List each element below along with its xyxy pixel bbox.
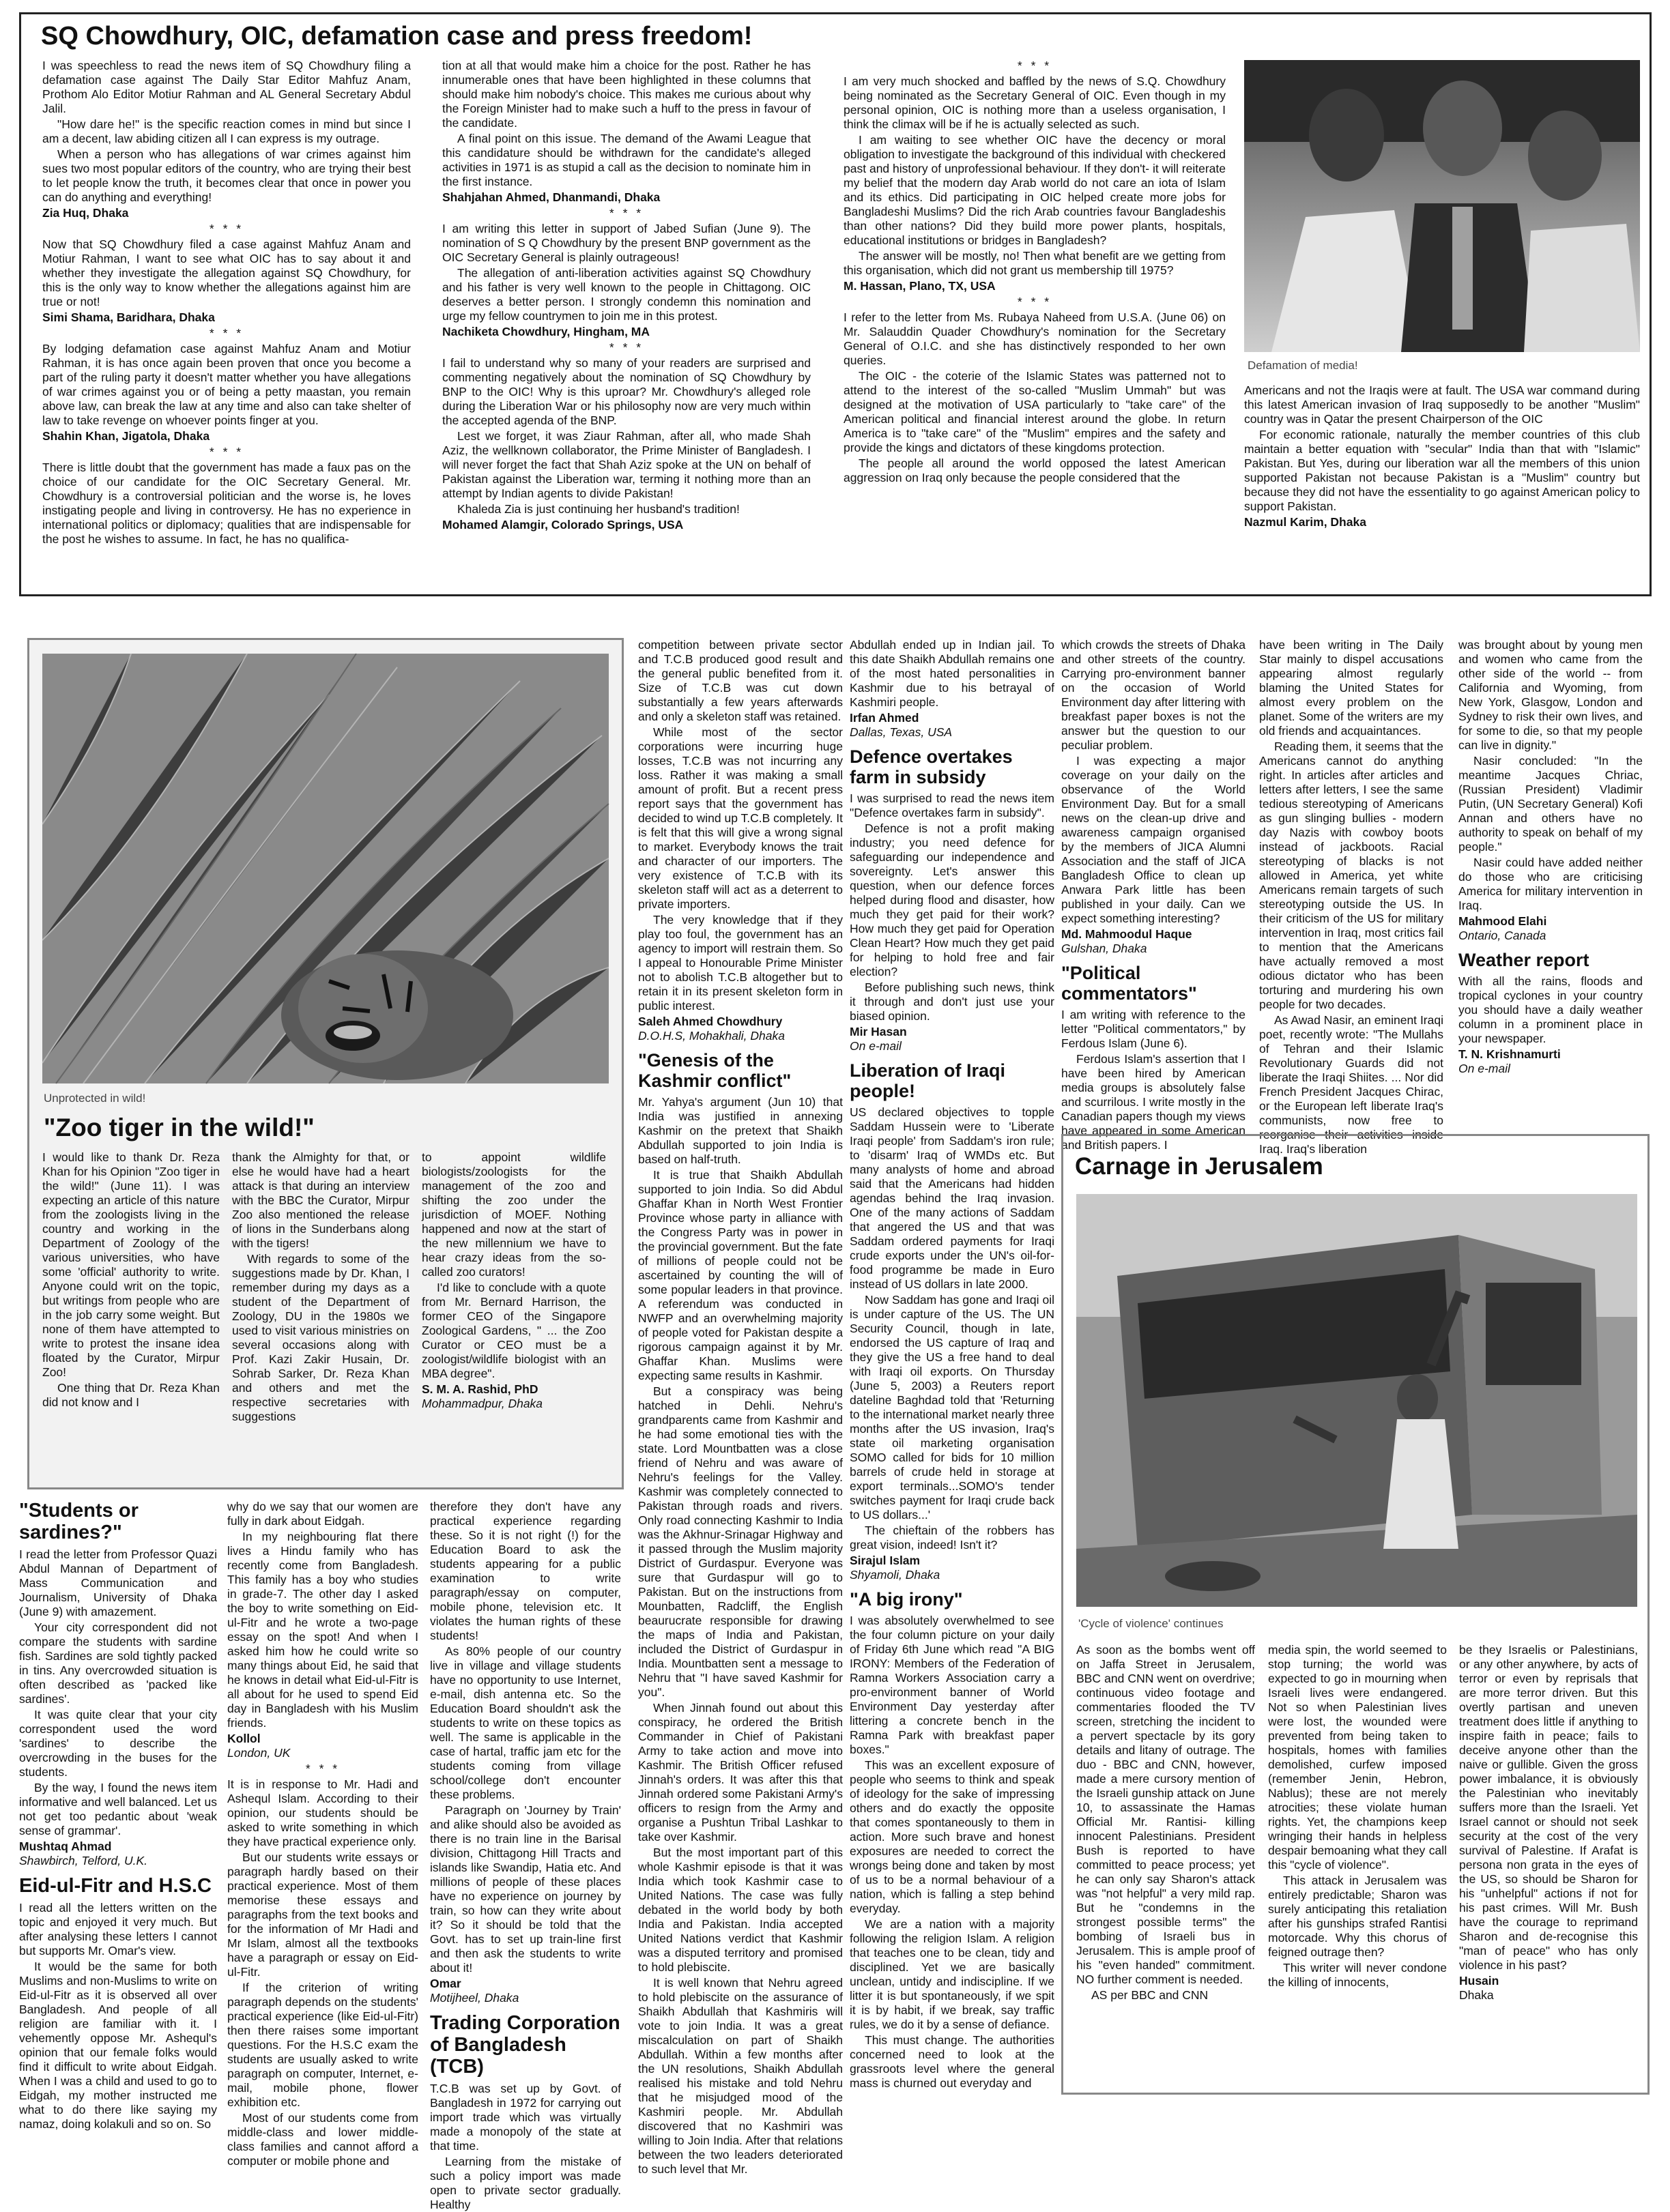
letter-text: I read the letter from Professor Quazi Abdul Mannan of Department of Mass Communication and Journalism, University of Dhaka (June 9) with amazement.	[19, 1547, 217, 1618]
letter-signature: Simi Shama, Baridhara, Dhaka	[42, 310, 215, 324]
column-b	[850, 638, 1054, 2095]
photo-caption: Defamation of media!	[1248, 359, 1358, 372]
top-section-title: SQ Chowdhury, OIC, defamation case and press freedom!	[41, 22, 753, 50]
letter-text: The answer will be mostly, no! Then what benefit are we getting from this organisation, which did not grant us membership till 1975?	[844, 249, 1226, 277]
separator: * * *	[609, 206, 644, 220]
jerusalem-col-3	[1459, 1643, 1638, 2090]
letter-signature: T. N. Krishnamurti	[1458, 1047, 1561, 1061]
letter-text: why do we say that our women are fully in dark about Eidgah.	[227, 1500, 418, 1528]
letter-text: This writer will never condone the killing of innocents,	[1268, 1961, 1447, 1989]
letter-signature: S. M. A. Rashid, PhD	[422, 1382, 538, 1396]
jerusalem-headline: Carnage in Jerusalem	[1075, 1153, 1323, 1180]
letter-location: Shawbirch, Telford, U.K.	[19, 1854, 148, 1867]
letter-text: I was expecting a major coverage on your daily on the observance of the World Environment Day. But for a small news on the clean-up drive and awareness campaign organised by the members of JICA Alumni Association and the staff of JICA Bangladesh Office to clean up Anwara Park little has been published in your daily. Can we expect something interesting?	[1061, 754, 1246, 925]
letter-text: Abdullah ended up in Indian jail. To this date Shaikh Abdullah remains one of the most hated personalities in Kashmir due to his betrayal of Kashmiri people.	[850, 638, 1054, 709]
letter-text: I was surprised to read the news item "Defence overtakes farm in subsidy".	[850, 791, 1054, 819]
letter-text: "How dare he!" is the specific reaction comes in mind but since I am a decent, law abiding citizen all I can express is my outrage.	[42, 117, 411, 145]
separator: * * *	[209, 222, 244, 235]
letter-text: But our students write essays or paragraph hardly based on their practical experience. Most of them memorise these essays and paragraphs from the text books and for the information of Mr Hadi and Mr Islam, almost all the textbooks have a paragraph or essay on Eid-ul-Fitr.	[227, 1850, 418, 1979]
letter-text: I am writing this letter in support of Jabed Sufian (June 9). The nomination of S Q Chowdhury by the present BNP government as the OIC Secretary General is plainly outrageous!	[442, 222, 811, 264]
letter-signature: Shahjahan Ahmed, Dhanmandi, Dhaka	[442, 190, 661, 204]
sardines-headline: "Students or sardines?"	[19, 1500, 139, 1543]
letter-location: Gulshan, Dhaka	[1061, 942, 1147, 955]
tiger-image	[42, 654, 609, 1083]
political-commentators-headline: "Political commentators"	[1061, 963, 1197, 1004]
photo-caption: 'Cycle of violence' continues	[1078, 1617, 1224, 1630]
letter-location: On e-mail	[1458, 1062, 1510, 1075]
letter-signature: Omar	[430, 1977, 461, 1990]
letter-text: This was an excellent exposure of people who seems to think and speak of ideology for the sake of impressing others and do exactly the opposite that comes spontaneously to them in action. More such brave and honest exposures are needed to correct the wrongs being done and taken by most of us to be a normal behaviour of a nation, which is falling a step behind everyday.	[850, 1758, 1054, 1915]
letter-text: I am writing with reference to the letter "Political commentators," by Ferdous Islam (June 6).	[1061, 1008, 1246, 1050]
letter-text: By the way, I found the news item informative and well balanced. Let us not get too pedantic about 'weak sense of grammar'.	[19, 1781, 217, 1837]
jerusalem-photo	[1076, 1194, 1637, 1607]
letter-text: to appoint wildlife biologists/zoologists for the management of the zoo and shifting the zoo under the jurisdiction of MOEF. Nothing happened and now at the start of the new millennium we have to hear crazy ideas from the so-called zoo curators!	[422, 1150, 606, 1279]
letter-signature: Irfan Ahmed	[850, 711, 919, 725]
letter-text: But a conspiracy was being hatched in Dehli. Nehru's grandparents came from Kashmir and he had some emotional ties with the state. Lord Mountbatten was a close friend of Nehru and was aware of Nehru's feelings for the Valley. Kashmir was completely connected to Pakistan through roads and rivers. Only road connecting Kashmir to India was the Akhnur-Srinagar Highway and it passed through the Muslim majority District of Gurdaspur. Everyone was sure that Gurdaspur will go to Pakistan. But on the instructions from Mounbatten, Radcliff, the English beaurucrate responsible for drawing the maps of India and Pakistan, included the District of Gurdaspur in India. Mountbatten sent a message to Nehru that "I have saved Kashmir for you".	[638, 1384, 843, 1699]
letter-text: If the criterion of writing paragraph depends on the students' practical experience (like Eid-ul-Fitr) then there raises some important questions. For the H.S.C exam the students are usually asked to write paragraph on computer, Internet, e-mail, mobile phone, flower exhibition etc.	[227, 1981, 418, 2109]
letter-text: The people all around the world opposed the latest American aggression on Iraq only because the people considered that the	[844, 456, 1226, 484]
letter-text: I was absolutely overwhelmed to see the four column picture on your daily of Friday 6th June which read "A BIG IRONY: Members of the Federation of Ramna Workers Association carry a pro-environment banner of World Environment Day yesterday after littering a concrete bench in the Ramna Park with breakfast paper boxes."	[850, 1614, 1054, 1756]
letter-text: have been writing in The Daily Star mainly to dispel accusations appearing almost regularly blaming the United States for almost every problem on the planet. Some of the writers are my old friends and acquaintances.	[1259, 638, 1443, 738]
photo-caption: Unprotected in wild!	[44, 1092, 146, 1105]
column-c	[1061, 638, 1246, 1152]
letter-text: In my neighbouring flat there lives a Hindu family who has recently come from Bangladesh. This family has a boy who studies in grade-7. The other day I asked the boy to write something on Eid-ul-Fitr and he wrote a two-page essay on the spot! And when I asked him how he could write so many things about Eid, he said that he knows in detail what Eid-ul-Fitr is all about for he used to spend Eid day in Bangladesh with his Muslim friends.	[227, 1530, 418, 1730]
bottom-col-2	[227, 1500, 418, 2168]
eid-headline: Eid-ul-Fitr and H.S.C	[19, 1875, 212, 1897]
tiger-headline: "Zoo tiger in the wild!"	[44, 1114, 315, 1141]
letter-text: It is in response to Mr. Hadi and Ashequl Islam. According to their opinion, our students should be asked to write something in which they have practical experience only.	[227, 1777, 418, 1848]
bus-bombing-image	[1076, 1194, 1637, 1607]
weather-headline: Weather report	[1458, 950, 1589, 970]
letter-text: When Jinnah found out about this conspiracy, he ordered the British Commander in Chief of Pakistani Army to take action and move into Kashmir. The British Officer refused Jinnah's orders. It was after this that Jinnah ordered some Pakistani Army's officers to resign from the Army and organise a Pushtun Tribal Lashkar to take over Kashmir.	[638, 1701, 843, 1844]
iraq-headline: Liberation of Iraqi people!	[850, 1060, 1006, 1101]
letter-text: There is little doubt that the government has made a faux pas on the choice of our candidate for the OIC Secretary General. Mr. Chowdhury is a controversial politician and the worse is, he loves instigating people and living in controversy. He has no experience in international politics or diplomacy; qualities that are indispensable for the post he wishes to assume. In fact, he has no qualifica-	[42, 461, 411, 546]
letter-text: Khaleda Zia is just continuing her husband's tradition!	[457, 502, 740, 516]
letter-text: With all the rains, floods and tropical cyclones in your country you should have a daily weather column in a prominent place in your newspaper.	[1458, 974, 1643, 1045]
top-col-4	[1244, 383, 1640, 592]
defence-headline: Defence overtakes farm in subsidy	[850, 746, 1013, 787]
defamation-photo	[1244, 60, 1640, 352]
letter-signature: Sirajul Islam	[850, 1554, 921, 1567]
letter-text: As 80% people of our country live in village and village students have no opportunity to use Internet, e-mail, dish antenna etc. So the Education Board shouldn't ask the students to write on these topics as well. The same is applicable in the case of hartal, traffic jam etc for the students coming from village school/college don't encounter these problems.	[430, 1644, 621, 1801]
letter-text: Defence is not a profit making industry; you need defence for safeguarding our independence and sovereignty. Let's answer this question, when our defence forces helped during flood and disaster, how much they get paid for their work? How much they get paid for Operation Clean Heart? How much they get paid for helping to hold free and fair election?	[850, 821, 1054, 978]
letter-text: It is true that Shaikh Abdullah supported to join India. So did Abdul Ghaffar Khan in North West Frontier Province whose party in alliance with the Congress Party was in power in the provincial government. But the fate of millions of people could not be ascertained by counting the will of some popular leaders in that province. A referendum was conducted in NWFP and an overwhelming majority of people voted for Pakistan despite a rigorous campaign against it by Mr. Ghaffar Khan. Muslims were expecting same results in Kashmir.	[638, 1168, 843, 1382]
separator: * * *	[209, 326, 244, 340]
letter-text: Mr. Yahya's argument (Jun 10) that India was justified in annexing Kashmir on the pretext that Shaikh Abdullah supported to join India is based on half-truth.	[638, 1095, 843, 1166]
bottom-col-3	[430, 1500, 621, 2211]
letter-location: Dallas, Texas, USA	[850, 725, 953, 739]
letter-text: For economic rationale, naturally the member countries of this club maintain a better equation with "secular" India than that with "Islamic" Pakistan. But Yes, during our liberation war all the members of this union supported Pakistan not because Pakistan is a "Muslim" country but because they did not have the essentiality to go against American policy to support Pakistan.	[1244, 428, 1640, 513]
letter-text: Lest we forget, it was Ziaur Rahman, after all, who made Shah Aziz, the wellknown collaborator, the Prime Minister of Bangladesh. I will never forget the fact that Shah Aziz spoke at the UN on behalf of Pakistan against the Liberation war, terming it nothing more than an attempt by Indian agents to divide Pakistan!	[442, 429, 811, 500]
letter-text: It was quite clear that your city correspondent used the word 'sardines' to describe the overcrowding in the buses for the students.	[19, 1708, 217, 1779]
kashmir-headline: "Genesis of the Kashmir conflict"	[638, 1050, 792, 1091]
tiger-photo	[42, 654, 609, 1083]
letter-text: which crowds the streets of Dhaka and other streets of the country. Carrying pro-environment banner on the occasion of World Environment day after littering with breakfast paper boxes is not the answer but the question to our peculiar problem.	[1061, 638, 1246, 752]
letter-text: With regards to some of the suggestions made by Dr. Khan, I remember during my days as a student of the Department of Zoology, DU in the 1980s we used to visit various ministries on several occasions along with Prof. Kazi Zakir Husain, Dr. Sohrab Sarker, Dr. Reza Khan and others and met the respective secretaries with suggestions	[232, 1252, 409, 1423]
letter-text: This must change. The authorities concerned need to look at the grassroots level where the general mass is churned out everyday and	[850, 2033, 1054, 2090]
letter-text: was brought about by young men and women who came from the other side of the world -- from California and Wyoming, from New York, Glasgow, London and Sydney to risk their own lives, and for some to die, so that my people can live in dignity."	[1458, 638, 1643, 752]
letter-text: A final point on this issue. The demand of the Awami League that this candidature should be withdrawn for the candidate's alleged activities in 1971 is as stupid a call as the decision to nominate him in the first instance.	[442, 132, 811, 188]
letter-text: therefore they don't have any practical experience regarding these. So it is not right (!) for the Education Board to ask the students appearing for a public examination to write paragraph/essay on computer, mobile phone, television etc. It violates the human rights of these students!	[430, 1500, 621, 1642]
letter-text: Your city correspondent did not compare the students with sardine fish. Sardines are sold tightly packed in tins. Any overcrowded situation is often described as 'packed like sardines'.	[19, 1620, 217, 1706]
letter-text: US declared objectives to topple Saddam Hussein were to 'Liberate Iraqi people' from Saddam's iron rule; to 'disarm' Iraq of WMDs etc. But many analysts of home and abroad said that the Americans had hidden agendas behind the Iraq invasion. One of the many actions of Saddam that angered the US and that was Saddam ordered payments for Iraqi crude exports under the UN's oil-for-food programme be made in Euro instead of US dollars in late 2000.	[850, 1105, 1054, 1291]
letter-text: Most of our students come from middle-class and lower middle-class families and cannot afford a computer or mobile phone and	[227, 2111, 418, 2168]
letter-signature: Nachiketa Chowdhury, Hingham, MA	[442, 325, 650, 338]
letter-location: Mohammadpur, Dhaka	[422, 1397, 543, 1410]
letter-text: But the most important part of this whole Kashmir episode is that it was India which took Kashmir case to United Nations. The case was fully debated in the world body by both India and Pakistan. India accepted United Nations verdict that Kashmir was a disputed territory and promised to hold plebiscite.	[638, 1846, 843, 1974]
letter-text: We are a nation with a majority following the religion Islam. A religion that teaches one to be clean, tidy and disciplined. Yet we are basically unclean, untidy and indiscipline. If we litter it is but spontaneously, if we spit it is by habit, if we break, say traffic rules, we do it by a sense of defiance.	[850, 1917, 1054, 2031]
letter-text: Ferdous Islam's assertion that I have been hired by American media groups is absolutely false and scurrilous. I write mostly in the Canadian papers though my views have appeared in some American and British papers. I	[1061, 1052, 1246, 1152]
letter-text: Americans and not the Iraqis were at fault. The USA war command during this latest American invasion of Iraq supposedly to be another "Muslim" country was in Qatar the present Chairperson of the OIC	[1244, 383, 1640, 426]
letter-text: The allegation of anti-liberation activities against SQ Chowdhury and his father is very well known to the people in Chittagong. OIC deserves a better person. I strongly condemn this nomination and urge my fellow countrymen to join me in this protest.	[442, 266, 811, 323]
letter-text: Now that SQ Chowdhury filed a case against Mahfuz Anam and Motiur Rahman, I want to see what OIC has to say about it and whether they investigate the allegation against SQ Chowdhury, for this is the only way to know whether the allegations against him are true or not!	[42, 237, 411, 308]
irony-headline: "A big irony"	[850, 1589, 963, 1610]
separator: * * *	[1017, 295, 1052, 308]
letter-text: I was speechless to read the news item of SQ Chowdhury filing a defamation case against The Daily Star Editor Mahfuz Anam, Prothom Alo Editor Motiur Rahman and AL General Secretary Abdul Jalil.	[42, 59, 411, 115]
letter-location: D.O.H.S, Mohakhali, Dhaka	[638, 1029, 785, 1043]
tiger-col-2	[232, 1150, 409, 1485]
letter-location: On e-mail	[850, 1039, 902, 1053]
letter-text: The OIC - the coterie of the Islamic States was patterned not to attend to the interest of the so-called "Muslim Ummah" but was designed at the motivation of USA particularly to "take care" of the American political and financial interest around the globe. In return America is to "take care" of the "Muslim" empires and the safety and provide the kings and dictators of these kingdoms protection.	[844, 369, 1226, 454]
letter-text: be they Israelis or Palestinians, or any other anywhere, by acts of terror or even by reprisals that are more terror driven. But this overtly partisan and uneven treatment does little if anything to inspire faith in peace; fails to deceive anyone other than the naive or gullible. Given the gross power imbalance, it is obviously the Palestinian who inevitably suffers more than the Israeli. Yet Israel cannot or should not seek security at the cost of the very survival of Palestine. If Arafat is persona non grata in the eyes of the US, so should be Sharon for his "unhelpful" actions if not for his past crimes. Will Mr. Bush have the courage to reprimand Sharon and de-recognise this "man of peace" who has only violence in his past?	[1459, 1643, 1638, 1972]
letter-text: Reading them, it seems that the Americans cannot do anything right. In articles after articles and letters after letters, I see the same tedious stereotyping of Americans as gun slinging bullies - modern day Nazis with cowboy boots instead of jackboots. Racial stereotyping of blacks is not allowed in America, yet white Americans remain targets of such stereotyping outside the US. In their criticism of the US for military intervention in Iraq, most critics fail to mention that the Americans have actually removed a most odious dictator who has been torturing and murdering his own people for two decades.	[1259, 740, 1443, 1011]
letter-signature: Mushtaq Ahmad	[19, 1839, 112, 1853]
letter-text: I read all the letters written on the topic and enjoyed it very much. But after analysing these letters I cannot but supports Mr. Omar's view.	[19, 1901, 217, 1958]
letter-location: Ontario, Canada	[1458, 929, 1546, 942]
separator: * * *	[305, 1762, 341, 1775]
letter-text: The very knowledge that if they play too foul, the government has an agency to import will restrain them. So I appeal to Honourable Prime Minister not to abolish T.C.B altogether but to retain it in its present skeleton form in public interest.	[638, 913, 843, 1013]
letter-signature: Mahmood Elahi	[1458, 914, 1547, 928]
letter-text: Now Saddam has gone and Iraqi oil is under capture of the US. The UN Security Council, though in late, endorsed the US capture of Iraq and they give the US a free hand to deal with Iraqi oil exports. On Thursday (June 5, 2003) a Reuters report dateline Baghdad told that 'Returning to the international market nearly three months after the US invasion, Iraq's state oil marketing organisation SOMO called for bids for 10 million barrels of crude held in storage at export terminals...SOMO's tender switches payment for Iraqi crude back to US dollars...'	[850, 1293, 1054, 1522]
letter-text: I refer to the letter from Ms. Rubaya Naheed from U.S.A. (June 06) on Mr. Salauddin Quader Chowdhury's nomination for the Secretary General of O.I.C. and she has distinctively responded to her own queries.	[844, 310, 1226, 367]
top-col-1	[42, 59, 411, 591]
letter-text: I fail to understand why so many of your readers are surprised and commenting negatively about the nomination of SQ Chowdhury by BNP to the OIC! Why is this uproar? Mr. Chowdhury's alleged role during the Liberation War or his philosophy now are very much within the accepted agenda of the BNP.	[442, 356, 811, 427]
letter-text: I am very much shocked and baffled by the news of S.Q. Chowdhury being nominated as the Secretary General of OIC. Even though in my personal opinion, OIC is nothing more than a useless organisation, I think the climax will be if he is actually selected as such.	[844, 74, 1226, 131]
letter-text: As Awad Nasir, an eminent Iraqi poet, recently wrote: "The Mullahs of Tehran and their Islamic Revolutionary Guards did not liberate the Iraqi Shiites. ... Nor did French President Jacques Chirac, or the European left liberate Iraq's communists, now free to reorganise their activities inside Iraq. Iraq's liberation	[1259, 1013, 1443, 1156]
photo-press-conference-image	[1244, 60, 1640, 352]
letter-text: It would be the same for both Muslims and non-Muslims to write on Eid-ul-Fitr as it is observed all over Bangladesh. And people of all religion are familiar with it. I vehemently oppose Mr. Ashequl's opinion that our female folks would find it difficult to write about Eidgah. When I was a child and used to go to Eidgah, my mother instructed me what to do there like saying my namaz, doing kolakuli and so on. So	[19, 1960, 217, 2131]
letter-signature: Zia Huq, Dhaka	[42, 206, 129, 220]
letter-text: Paragraph on 'Journey by Train' and alike should also be avoided as there is no train line in the Barisal division, Chittagong Hill Tracts and islands like Swandip, Hatia etc. And millions of people of these places have no experience on journey by train, so how can they write about it? So it should be told that the Govt. has to set up train-line first and then ask the students to write about it!	[430, 1803, 621, 1975]
tiger-col-3	[422, 1150, 606, 1485]
letter-text: By lodging defamation case against Mahfuz Anam and Motiur Rahman, it is has once again been proven that once you become a part of the ruling party it doesn't matter whether you have allegations of war crimes against you or of being a petty maastan, you remain above law, can break the law at any time and also can take shelter of law to take revenge on whoever points finger at you.	[42, 342, 411, 427]
letter-text: I would like to thank Dr. Reza Khan for his Opinion "Zoo tiger in the wild!" (June 11). I was expecting an article of this nature from the zoologists living in the country and working in the Department of Zoology of the various universities, who have some 'official' authority to write. Anyone could writ on the topic, but writings from people who are in the job carry some weight. But none of them have attempted to write to protest the insane idea floated by the Curator, Mirpur Zoo!	[42, 1150, 220, 1379]
letter-text: thank the Almighty for that, or else he would have had a heart attack is that during an interview with the BBC the Curator, Mirpur Zoo also mentioned the release of lions in the Sunderbans along with the tigers!	[232, 1150, 409, 1250]
letter-text: tion at all that would make him a choice for the post. Rather he has innumerable ones that have been highlighted in these columns that should make him nobody's choice. This makes me curious about why the Foreign Minister had to make such a huff to the press in favour of the candidate.	[442, 59, 811, 130]
tcb-headline: Trading Corporation of Bangladesh (TCB)	[430, 2012, 620, 2078]
separator: * * *	[609, 340, 644, 354]
letter-location: Dhaka	[1459, 1988, 1494, 2002]
letter-text: While most of the sector corporations were incurring huge losses, T.C.B was not incurring any loss. Rather it was making a small amount of profit. But a recent press report says that the government has decided to wind up T.C.B completely. It is felt that this will give a wrong signal to market. Everybody knows the trait and character of our importers. The very existence of T.C.B with its skeleton staff will act as a deterrent to private importers.	[638, 725, 843, 911]
letter-location: London, UK	[227, 1746, 291, 1760]
letter-text: media spin, the world seemed to stop turning; the world was expected to go in mourning when Israeli lives were endangered. Not so when Palestinian lives were lost, the wounded were prevented from being taken to hospitals, homes with families demolished, curfew imposed (remember Jenin, Hebron, Nablus); these are not merely atrocities; these violate human rights. Yet, the champions keep wringing their hands in helpless despair bemoaning what they call this "cycle of violence".	[1268, 1643, 1447, 1872]
column-a	[638, 638, 843, 2176]
letter-location: Shyamoli, Dhaka	[850, 1568, 940, 1582]
top-col-3	[844, 57, 1226, 591]
letter-location: Motijheel, Dhaka	[430, 1991, 519, 2005]
separator: * * *	[209, 445, 244, 459]
bottom-col-1	[19, 1500, 217, 2131]
letter-text: One thing that Dr. Reza Khan did not know and I	[42, 1381, 220, 1409]
letter-text: As soon as the bombs went off on Jaffa Street in Jerusalem, BBC and CNN went on overdrive; continuous video footage and commentaries flooded the TV screen, stretching the incident to a pervert spectacle by its gory details and litany of outrage. The duo - BBC and CNN, however, made a mere cursory mention of the Israeli gunship attack on June 10, to assassinate the Hamas Official Mr. Rantisi- killing innocent Palestinians. President Bush is reported to have committed to peace process; yet he can only say Sharon's attack was "not helpful" a very mild rap. But he "condemns in the strongest possible terms" the bombing of Israeli bus in Jerusalem. This is ample proof of his "even handed" commitment. NO further comment is needed.	[1076, 1643, 1255, 1986]
letter-signature: Shahin Khan, Jigatola, Dhaka	[42, 429, 210, 443]
letter-signature: Mohamed Alamgir, Colorado Springs, USA	[442, 518, 684, 532]
tiger-col-1	[42, 1150, 220, 1485]
letter-text: I am waiting to see whether OIC have the decency or moral obligation to investigate the background of this individual with checkered past and history of unprofessional behaviour. If they don't- it will reiterate my belief that the modern day Arab world do not care an iota of Islam and its ethics. Did participating in OIC helped create more jobs for Bangladeshi Muslims? Did the rich Arab countries favour Bangladeshis than other nations? Did they build more power plants, hospitals, educational institutions or bridges in Bangladesh?	[844, 133, 1226, 247]
letter-signature: Mir Hasan	[850, 1025, 907, 1038]
letter-text: The chieftain of the robbers has great vision, indeed! Isn't it?	[850, 1524, 1054, 1552]
letter-signature: Kollol	[227, 1732, 261, 1745]
letter-text: Nasir could have added neither do those who are criticising America for military intervention in Iraq.	[1458, 856, 1643, 912]
letter-signature: Md. Mahmoodul Haque	[1061, 927, 1192, 941]
jerusalem-col-2	[1268, 1643, 1447, 2090]
letter-text: competition between private sector and T.C.B produced good result and the general public benefited from it. Size of T.C.B was cut down substantially a few years afterwards and only a skeleton staff was retained.	[638, 638, 843, 723]
letter-text: This attack in Jerusalem was entirely predictable; Sharon was surely anticipating this retaliation after his gunships strafed Rantisi motorcade. Why this chorus of feigned outrage then?	[1268, 1874, 1447, 1959]
letter-signature: M. Hassan, Plano, TX, USA	[844, 279, 996, 293]
letter-text: Before publishing such news, think it through and don't just use your biased opinion.	[850, 980, 1054, 1023]
letter-text: Nasir concluded: "In the meantime Jacques Chriac, (Russian President) Vladimir Putin, (UN Secretary General) Kofi Annan and others have no authority to speak on behalf of my people."	[1458, 754, 1643, 854]
top-col-2	[442, 59, 811, 591]
letter-signature: Husain	[1459, 1974, 1499, 1988]
column-e	[1458, 638, 1643, 1126]
letter-signature: Nazmul Karim, Dhaka	[1244, 515, 1366, 529]
letter-text: When a person who has allegations of war crimes against him sues two most popular editors of the country, who are trying their best to let people know the truth, it becomes clear that once in power you can do anything and everything!	[42, 147, 411, 204]
letter-text: Learning from the mistake of such a policy import was made open to private sector gradually. Healthy	[430, 2155, 621, 2211]
letter-text: AS per BBC and CNN	[1091, 1988, 1209, 2002]
column-d	[1259, 638, 1443, 1156]
separator: * * *	[1017, 59, 1052, 72]
letter-text: It is well known that Nehru agreed to hold plebiscite on the assurance of Shaikh Abdullah that Kashmiris will vote to join India. It was a great miscalculation on part of Shaikh Abdullah. Within a few months after the UN resolutions, Shaikh Abdullah realised his mistake and told Nehru that he misjudged mood of the Kashmiri people. Mr. Abdullah discovered that no Kashmiri was willing to Join India. After that relations between the two leaders deteriorated to such level that Mr.	[638, 1976, 843, 2176]
letter-text: I'd like to conclude with a quote from Mr. Bernard Harrison, the former CEO of the Singapore Zoological Gardens, " ... the Zoo Curator or CEO must be a zoologist/wildlife biologist with an MBA degree".	[422, 1281, 606, 1380]
letter-text: T.C.B was set up by Govt. of Bangladesh in 1972 for carrying out import trade which was virtually made a monopoly of the state at that time.	[430, 2082, 621, 2153]
letter-signature: Saleh Ahmed Chowdhury	[638, 1015, 783, 1028]
jerusalem-col-1	[1076, 1643, 1255, 2090]
